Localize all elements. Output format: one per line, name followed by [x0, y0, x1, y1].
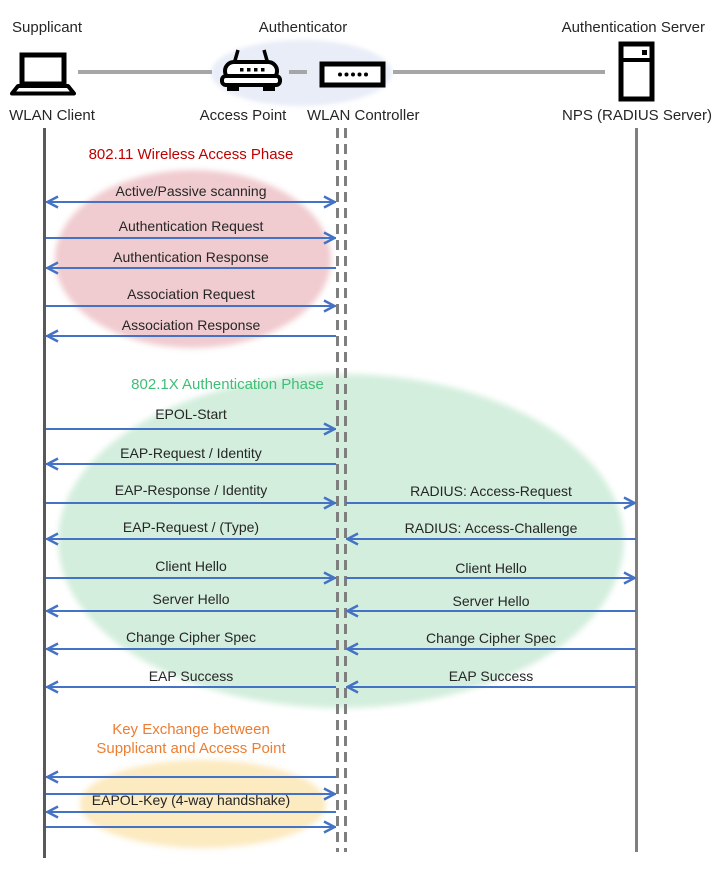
wlan-controller-icon [319, 61, 386, 88]
message-label: EAP-Request / (Type) [122, 519, 260, 535]
message-arrow-right [46, 231, 336, 245]
message-arrow-right [346, 571, 636, 585]
message-arrow-left [46, 805, 336, 819]
message-arrow-left [46, 770, 336, 784]
message-arrow-right [46, 496, 336, 510]
message-label: EAP Success [448, 668, 534, 684]
message-arrow-left [46, 532, 336, 546]
device-label-wlan-client: WLAN Client [9, 107, 95, 124]
message-arrow-left [46, 329, 336, 343]
device-label-nps: NPS (RADIUS Server) [561, 107, 713, 124]
message-arrow-left [346, 604, 636, 618]
message-label: RADIUS: Access-Challenge [404, 520, 578, 536]
connector-ap-controller [289, 70, 307, 74]
connector-client-ap [78, 70, 212, 74]
message-arrow-right [46, 571, 336, 585]
message-arrow-left [346, 532, 636, 546]
phase-title-8021x: 802.1X Authentication Phase [131, 376, 324, 393]
device-label-access-point: Access Point [199, 107, 287, 124]
phase-title-key-exchange-2: Supplicant and Access Point [96, 740, 286, 757]
role-supplicant: Supplicant [12, 19, 83, 36]
message-label: Active/Passive scanning [115, 183, 267, 199]
message-label: Authentication Request [118, 218, 264, 234]
message-label: Association Request [127, 286, 255, 302]
message-label: Server Hello [452, 593, 530, 609]
phase-title-key-exchange-1: Key Exchange between [112, 721, 270, 738]
role-authenticator: Authenticator [258, 19, 348, 36]
message-arrow-left [46, 457, 336, 471]
message-arrow-right [46, 820, 336, 834]
message-label: EPOL-Start [155, 406, 227, 422]
access-point-icon [220, 48, 282, 94]
message-arrow-left [346, 642, 636, 656]
message-label: Change Cipher Spec [126, 629, 256, 645]
message-arrow-left [46, 261, 336, 275]
server-icon [618, 41, 656, 102]
message-arrow-left [46, 642, 336, 656]
message-label: EAP Success [148, 668, 234, 684]
role-authentication-server: Authentication Server [561, 19, 705, 36]
message-label: EAP-Request / Identity [120, 445, 262, 461]
message-label: Client Hello [155, 558, 227, 574]
connector-controller-server [393, 70, 605, 74]
message-label: Client Hello [455, 560, 527, 576]
message-arrow-right [346, 496, 636, 510]
message-label: Authentication Response [113, 249, 269, 265]
message-arrow-left [46, 604, 336, 618]
laptop-icon [10, 52, 76, 96]
message-arrow-left [46, 680, 336, 694]
message-arrow-right [46, 422, 336, 436]
message-label: RADIUS: Access-Request [410, 483, 572, 499]
message-label: EAP-Response / Identity [114, 482, 268, 498]
message-label: Server Hello [152, 591, 230, 607]
device-label-wlan-controller: WLAN Controller [307, 107, 420, 124]
message-arrow-right [46, 299, 336, 313]
message-arrow-left [346, 680, 636, 694]
message-label: Change Cipher Spec [426, 630, 556, 646]
message-label: Association Response [121, 317, 261, 333]
message-arrow-both [46, 195, 336, 209]
phase-title-80211: 802.11 Wireless Access Phase [88, 146, 294, 163]
message-label: EAPOL-Key (4-way handshake) [91, 792, 291, 808]
